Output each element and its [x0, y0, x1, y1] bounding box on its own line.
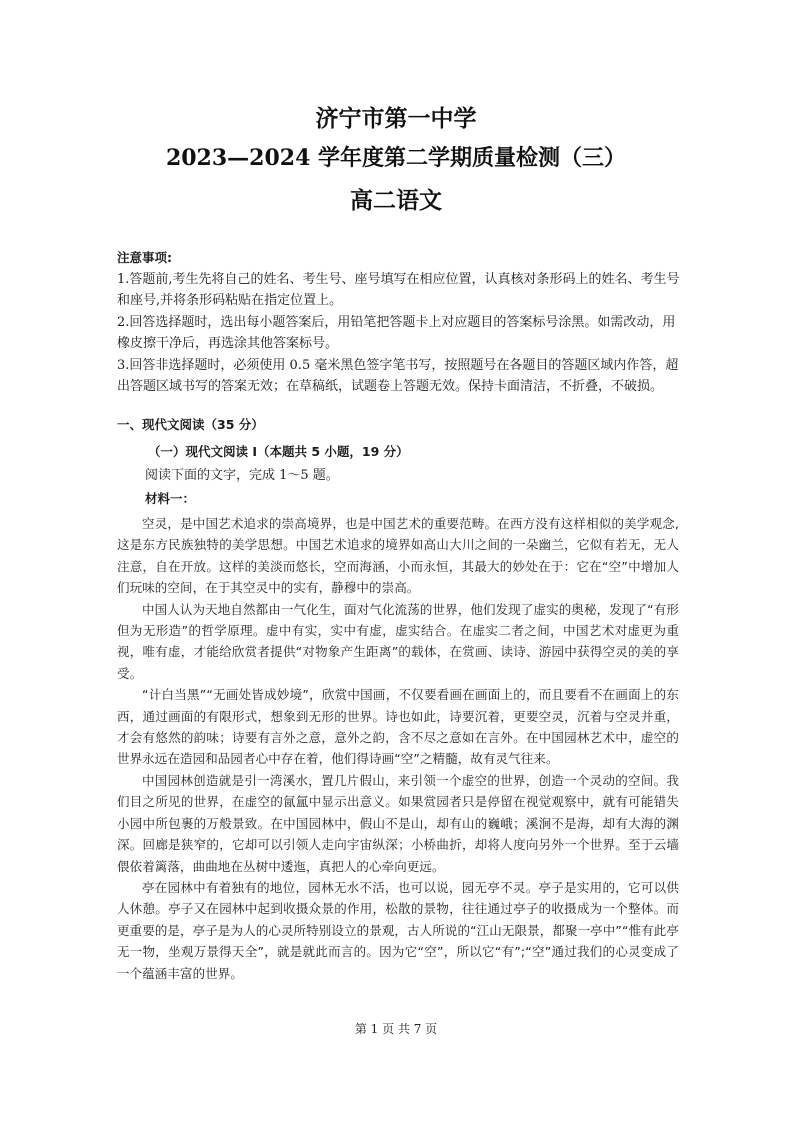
reading-instruction: 阅读下面的文字，完成 1～5 题。 — [145, 468, 339, 483]
passage — [117, 513, 679, 984]
notes-heading: 注意事项: — [117, 250, 172, 265]
subject-title: 高二语文 — [350, 187, 442, 214]
section-heading: 一、现代文阅读（35 分） — [117, 417, 264, 432]
passage-paragraph: 空灵，是中国艺术追求的崇高境界，也是中国艺术的重要范畴。在西方没有这样相似的美学观念,这是东方民族独特的美学思想。中国艺术追求的境界如高山大川之间的一朵幽兰，它似有若无，无人注意，自在开放。这样的美淡而悠长，空而海涵，小而永恒，其最大的妙处在于：它在“空”中增加人们玩味的空间，在于其空灵中的实有，静穆中的崇高。 — [117, 516, 679, 596]
passage-paragraph: 中国人认为天地自然都由一气化生，面对气化流荡的世界，他们发现了虚实的奥秘，发现了“有形但为无形造”的哲学原理。虚中有实，实中有虚，虚实结合。在虚实二者之间，中国艺术对虚更为重视，唯有虚，才能给欣赏者提供“对物象产生距离”的载体，在赏画、读诗、游园中获得空灵的美的享受。 — [117, 601, 679, 681]
passage-paragraph: 中国园林创造就是引一湾溪水，置几片假山，来引领一个虚空的世界，创造一个灵动的空间。我们目之所见的世界，在虚空的氤氲中显示出意义。如果赏园者只是停留在视觉观察中，就有可能错失小园中所包裹的万般景致。在中国园林中，假山不是山，却有山的巍峨；溪涧不是海，却有大海的渊深。回廊是狭窄的，它却可以引领人走向宇宙纵深；小桥曲折，却将人度向另外一个世界。至于云墙偎依着篱落，曲曲地在丛树中逶迤，真把人的心牵向更远。 — [117, 772, 679, 874]
exam-title: 2023—2024 学年度第二学期质量检测（三） — [165, 145, 627, 171]
instructions-block — [117, 247, 683, 398]
passage-paragraph: “计白当黑”“无画处皆成妙境”，欣赏中国画，不仅要看画在画面上的，而且要看不在画面上的东西，通过画面的有限形式，想象到无形的世界。诗也如此，诗要沉着，更要空灵，沉着与空灵并重，才会有悠然的韵味；诗要有言外之意，意外之韵，含不尽之意如在言外。在中国园林艺术中，虚空的世界永远在造园和品园者心中存在着，他们得诗画“空”之精髓，故有灵气往来。 — [117, 687, 679, 767]
passage-paragraph: 亭在园林中有着独有的地位，园林无水不活，也可以说，园无亭不灵。亭子是实用的，它可以供人休憩。亭子又在园林中起到收摄众景的作用，松散的景物，往往通过亭子的收摄成为一个整体。而更重要的是，亭子是为人的心灵所特别设立的景观，古人所说的“江山无限景，都聚一亭中”“惟有此亭无一物，坐观万景得天全”，就是就此而言的。因为它“空”，所以它“有”;“空”通过我们的心灵变成了一个蕴涵丰富的世界。 — [117, 879, 679, 981]
subsection-heading: （一）现代文阅读 I（本题共 5 小题，19 分） — [148, 444, 409, 459]
note-item: 2.回答选择题时，选出每小题答案后，用铅笔把答题卡上对应题目的答案标号涂黑。如需改动，用橡皮擦干净后，再选涂其他答案标号。 — [117, 314, 676, 351]
page-number: 第 1 页 共 7 页 — [354, 1022, 438, 1036]
note-item: 3.回答非选择题时，必须使用 0.5 毫米黑色签字笔书写，按照题号在各题目的答题区域内作答，超出答题区域书写的答案无效；在草稿纸，试题卷上答题无效。保持卡面清洁，不折叠，不破损。 — [117, 357, 679, 394]
note-item: 1.答题前,考生先将自己的姓名、考生号、座号填写在相应位置，认真核对条形码上的姓名、考生号和座号,并将条形码粘贴在指定位置上。 — [117, 271, 680, 308]
school-title: 济宁市第一中学 — [315, 105, 477, 132]
material-label: 材料一： — [145, 491, 196, 506]
